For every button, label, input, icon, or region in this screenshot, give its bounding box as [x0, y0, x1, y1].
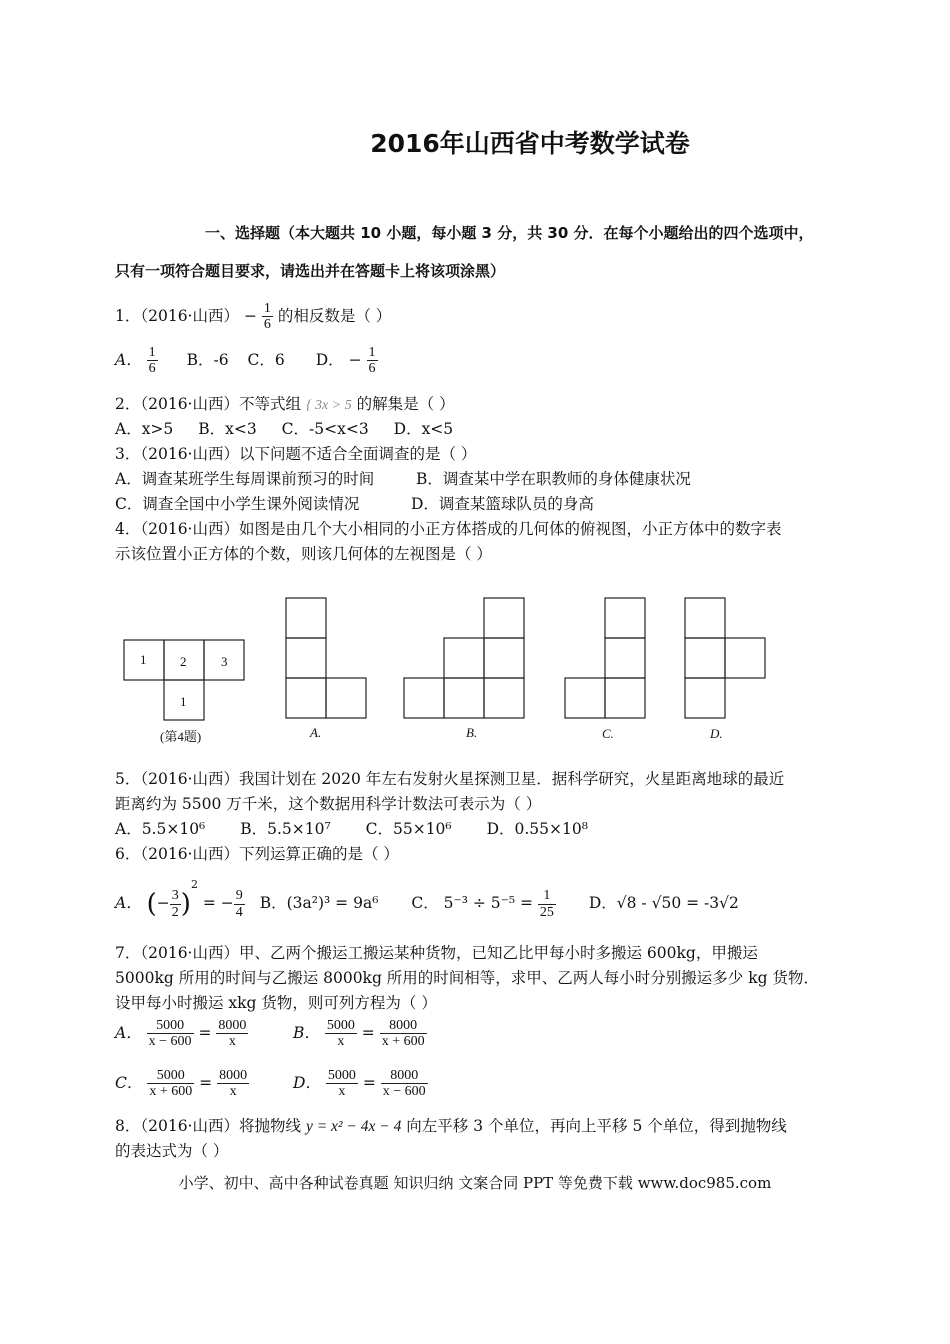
q5-option-a: A．5.5×10⁶: [115, 820, 206, 838]
question-5-line2: 距离约为 5500 万千米，这个数据用科学计数法可表示为（ ）: [115, 795, 542, 813]
question-1: [115, 301, 391, 333]
question-8-line2: 的表达式为（ ）: [115, 1142, 229, 1160]
q3-option-b: B．调查某中学在职教师的身体健康状况: [416, 470, 691, 488]
q1-option-d-sign: −: [348, 350, 362, 369]
q7-b-right-fraction: $\frac{8000}{x + 600}$: [381, 1018, 425, 1050]
q2-options: [115, 417, 453, 439]
option-c-label: C.: [602, 726, 614, 741]
q7-b-equals: =: [361, 1023, 375, 1042]
option-b-label: B.: [466, 725, 478, 740]
q6-options: [115, 878, 739, 920]
q1-stem-sign: −: [243, 306, 257, 325]
q4-figure: [0, 580, 950, 750]
q7-option-a: [115, 1018, 248, 1050]
q8-parabola-formula: y = x² − 4x − 4: [305, 1118, 402, 1135]
q2-option-b: B．x<3: [198, 420, 257, 438]
section-heading-line1: 一、选择题（本大题共 10 小题，每小题 3 分，共 30 分．在每个小题给出的四个选项中，: [205, 224, 814, 242]
section-heading-line2: 只有一项符合题目要求，请选出并在答题卡上将该项涂黑）: [115, 262, 506, 280]
option-c-view: [565, 598, 645, 718]
q5-options: [115, 817, 588, 839]
question-2: [115, 392, 455, 414]
question-7-line3: 设甲每小时搬运 xkg 货物，则可列方程为（ ）: [115, 994, 437, 1012]
top-view-cell-2: 2: [180, 654, 187, 669]
q5-option-d: D．0.55×10⁸: [486, 820, 588, 838]
q3-option-d: D．调查某篮球队员的身高: [411, 495, 594, 513]
question-7-line1: 7．（2016·山西）甲、乙两个搬运工搬运某种货物，已知乙比甲每小时多搬运 600kg，甲搬运: [115, 944, 758, 962]
q1-stem-b: 的相反数是（ ）: [277, 306, 392, 325]
q7-option-b-label: B．: [293, 1023, 320, 1042]
q6-a-close-paren: ): [180, 889, 191, 919]
q6-option-a-label: A．: [115, 894, 142, 912]
q1-stem-fraction: $\frac{1}{6}$: [263, 301, 271, 333]
q6-a-exponent: 2: [190, 878, 198, 891]
q7-option-d-label: D．: [293, 1073, 321, 1092]
q1-option-d-fraction: $\frac{1}{6}$: [368, 345, 376, 377]
question-8-line1: [115, 1114, 787, 1136]
top-view-cell-3: 3: [221, 654, 228, 669]
q6-option-c-label: C．: [411, 894, 439, 912]
q8-stem-b: 向左平移 3 个单位，再向上平移 5 个单位，得到抛物线: [406, 1117, 787, 1135]
question-6: 6．（2016·山西）下列运算正确的是（ ）: [115, 845, 399, 863]
q1-option-d-label: D．: [315, 350, 344, 369]
q1-stem-a: 1．（2016·山西）: [115, 306, 239, 325]
page-title: 2016年山西省中考数学试卷: [370, 129, 690, 158]
q3-option-c: C．调查全国中小学生课外阅读情况: [115, 495, 360, 513]
q7-d-equals: =: [362, 1073, 376, 1092]
q6-option-c-fraction: $\frac{1}{25}$: [539, 888, 554, 920]
q5-option-c: C．55×10⁶: [365, 820, 452, 838]
q7-option-d: [293, 1068, 428, 1100]
q7-c-right-fraction: $\frac{8000}{x}$: [219, 1068, 248, 1100]
q7-option-b: [293, 1018, 427, 1050]
figure-caption: (第4题): [160, 729, 202, 744]
q6-option-c-expr: 5⁻³ ÷ 5⁻⁵ =: [443, 894, 533, 912]
q6-a-equals: = −: [202, 894, 234, 912]
q1-option-b: B．-6: [186, 350, 229, 369]
q6-option-d: D．√8 - √50 = -3√2: [588, 894, 739, 912]
q6-option-b: B．(3a²)³ = 9a⁶: [259, 894, 379, 912]
question-4-line1: 4．（2016·山西）如图是由几个大小相同的小正方体搭成的几何体的俯视图，小正方体中的数字表: [115, 520, 782, 538]
q7-a-equals: =: [198, 1023, 212, 1042]
option-d-label: D.: [710, 726, 723, 741]
q7-c-left-fraction: $\frac{5000}{x + 600}$: [149, 1068, 193, 1100]
q6-a-minus: −: [156, 894, 170, 912]
question-4-line2: 示该位置小正方体的个数，则该几何体的左视图是（ ）: [115, 545, 492, 563]
top-view-cell-4: 1: [180, 694, 187, 709]
q2-option-c: C．-5<x<3: [281, 420, 369, 438]
q6-a-rhs-fraction: $\frac{9}{4}$: [235, 888, 243, 920]
q7-d-right-fraction: $\frac{8000}{x - 600}$: [382, 1068, 426, 1100]
option-b-view: [404, 598, 524, 718]
q7-option-c-label: C．: [115, 1073, 143, 1092]
q2-stem-b: 的解集是（ ）: [356, 395, 455, 413]
q7-c-equals: =: [199, 1073, 213, 1092]
page-footer: 小学、初中、高中各种试卷真题 知识归纳 文案合同 PPT 等免费下载 www.doc985.com: [178, 1174, 772, 1192]
q7-d-left-fraction: $\frac{5000}{x}$: [327, 1068, 356, 1100]
q6-a-open-paren: (: [146, 889, 157, 919]
q2-inequality-system: { 3x > 5: [305, 398, 352, 413]
q1-option-c: C．6: [247, 350, 285, 369]
q6-a-fraction: $\frac{3}{2}$: [171, 888, 179, 920]
q8-stem-a: 8．（2016·山西）将抛物线: [115, 1117, 301, 1135]
option-a-view: [286, 598, 366, 718]
q2-option-a: A．x>5: [115, 420, 174, 438]
q2-option-d: D．x<5: [393, 420, 454, 438]
q3-option-a: A．调查某班学生每周课前预习的时间: [115, 470, 375, 488]
question-7-line2: 5000kg 所用的时间与乙搬运 8000kg 所用的时间相等，求甲、乙两人每小时分别搬运多少 kg 货物．: [115, 969, 819, 987]
q7-b-left-fraction: $\frac{5000}{x}$: [326, 1018, 355, 1050]
top-view-cell-1: 1: [140, 652, 147, 667]
q1-option-a-label: A．: [115, 350, 142, 369]
q5-option-b: B．5.5×10⁷: [240, 820, 331, 838]
q7-option-a-label: A．: [115, 1023, 142, 1042]
q2-stem-a: 2．（2016·山西）不等式组: [115, 395, 301, 413]
question-3: 3．（2016·山西）以下问题不适合全面调查的是（ ）: [115, 445, 477, 463]
option-d-view: [685, 598, 765, 718]
option-a-label: A.: [310, 725, 322, 740]
question-5-line1: 5．（2016·山西）我国计划在 2020 年左右发射火星探测卫星．据科学研究，火星距离地球的最近: [115, 770, 785, 788]
q7-a-left-fraction: $\frac{5000}{x - 600}$: [148, 1018, 192, 1050]
q1-options: [115, 345, 378, 377]
q7-option-c: [115, 1068, 249, 1100]
q1-option-a-fraction: $\frac{1}{6}$: [148, 345, 156, 377]
q7-a-right-fraction: $\frac{8000}{x}$: [218, 1018, 247, 1050]
